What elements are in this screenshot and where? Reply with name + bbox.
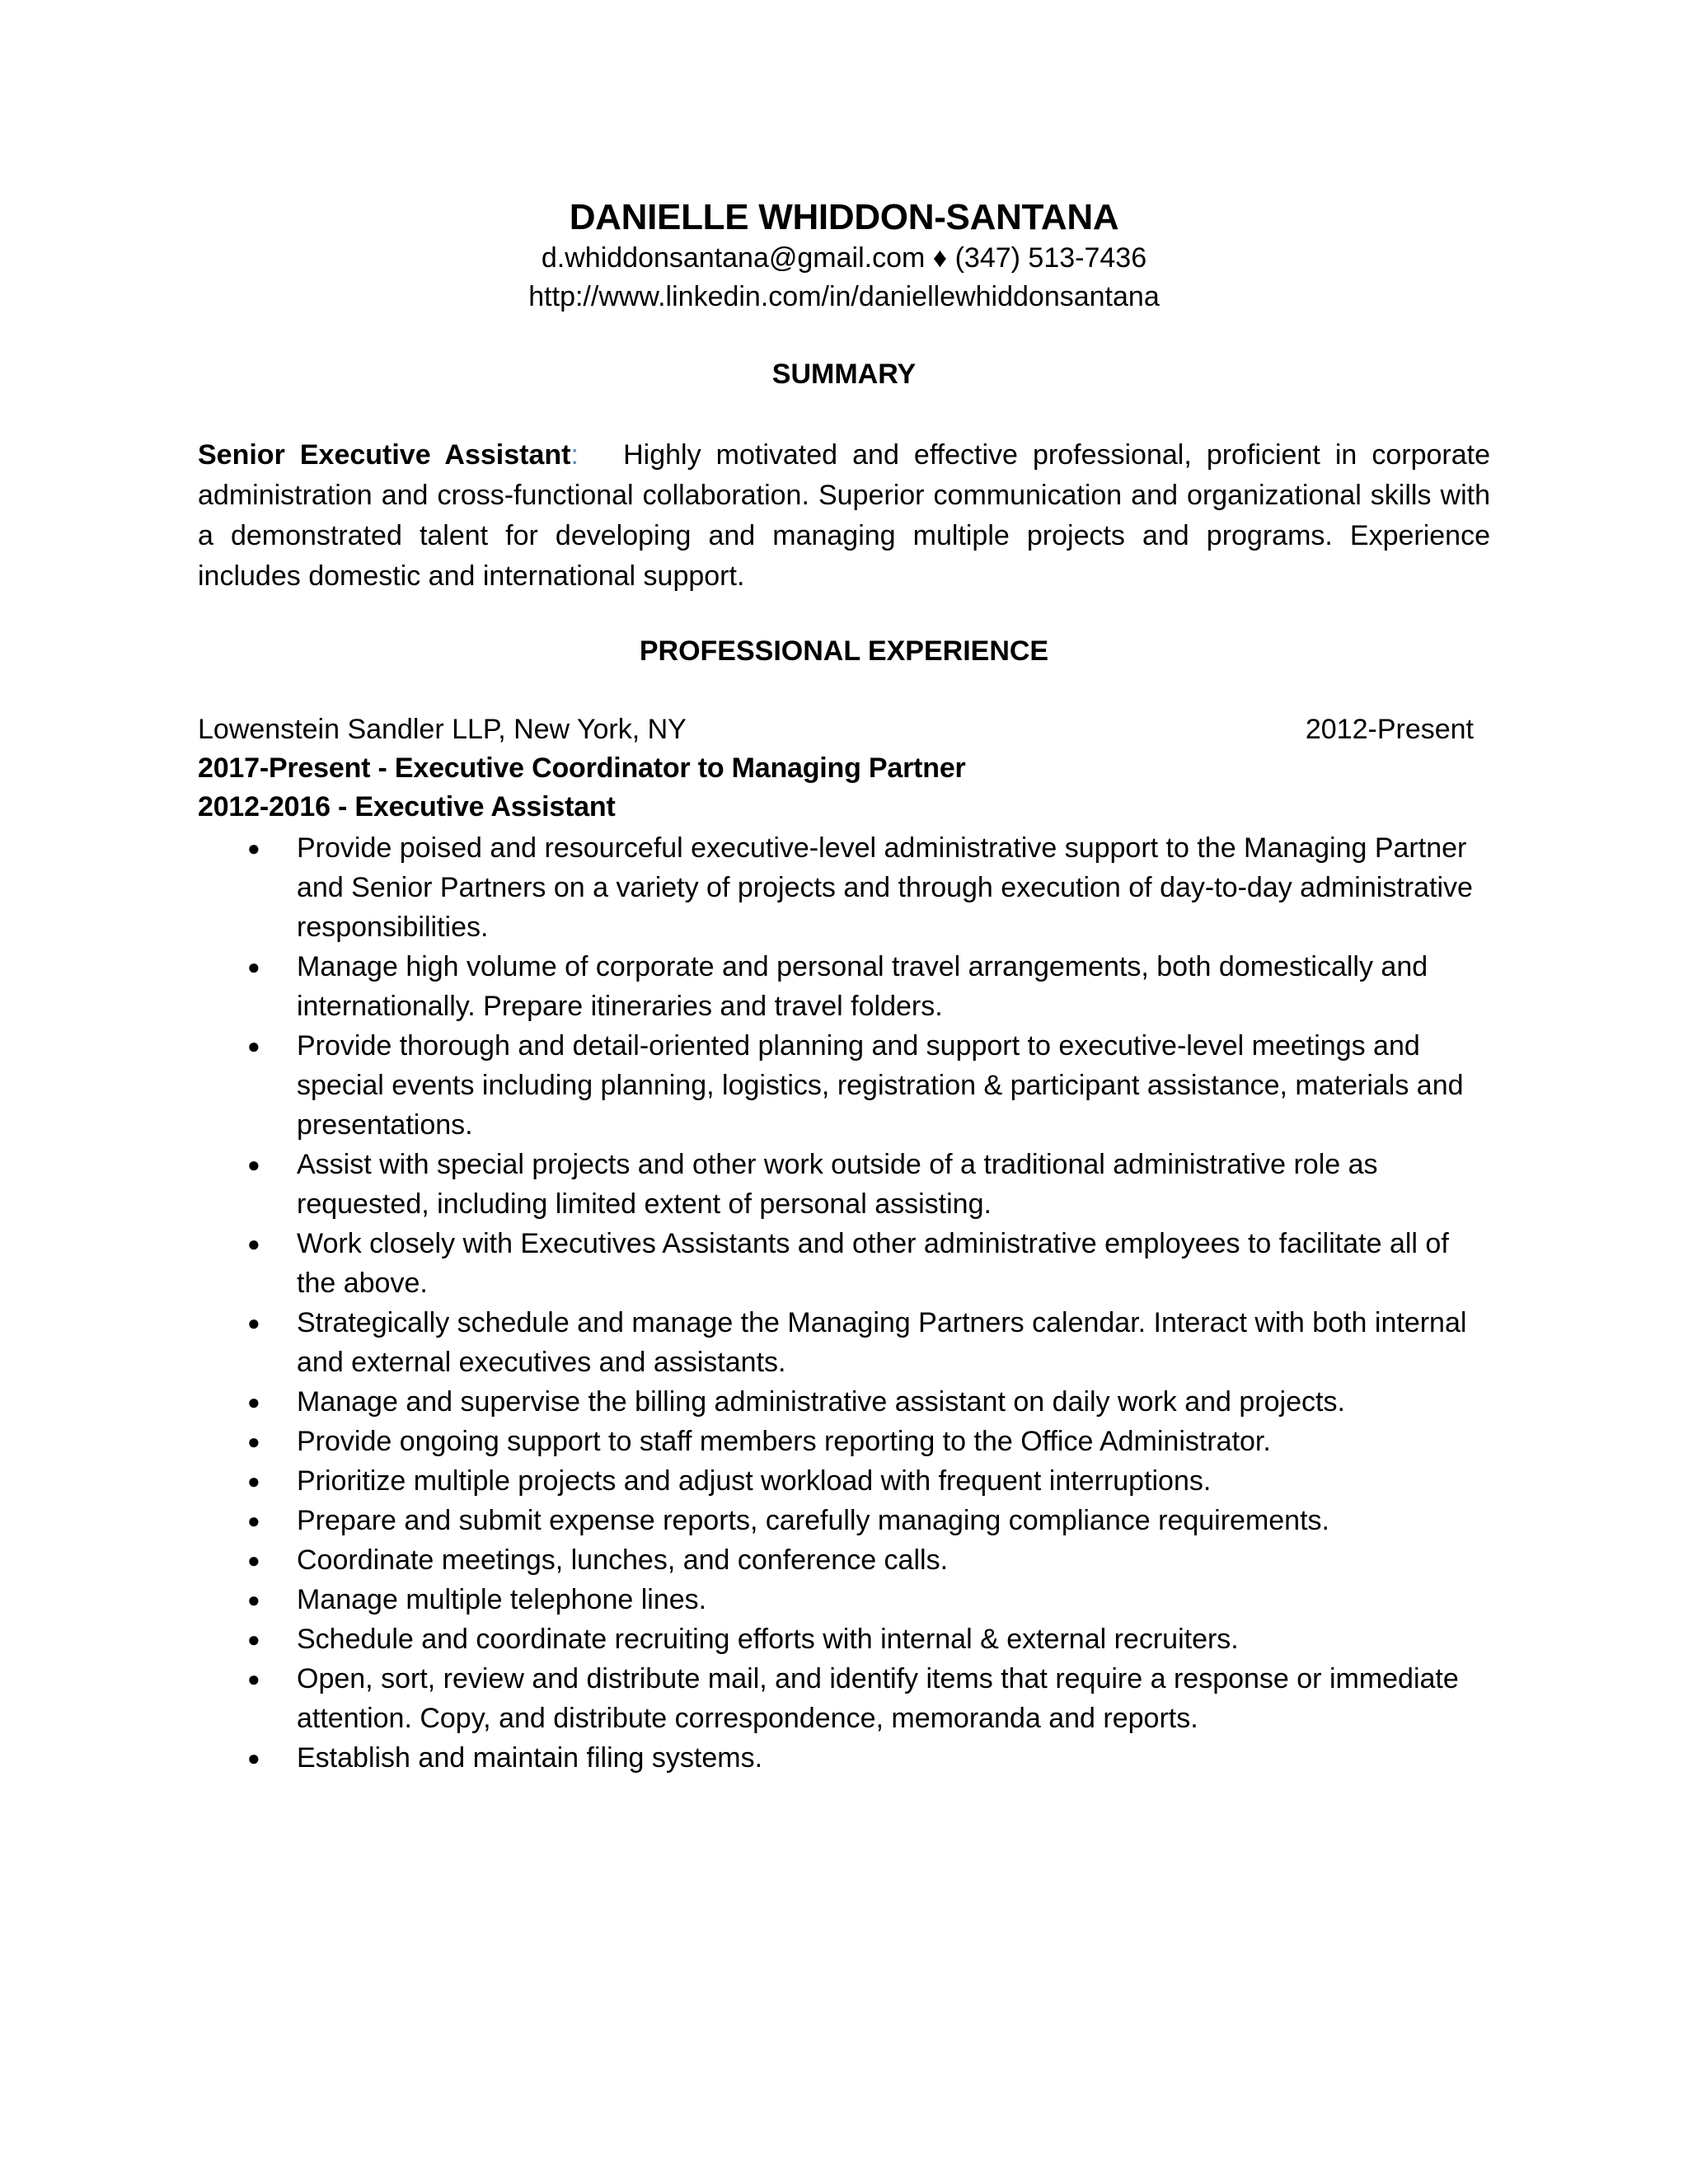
- list-item: [198, 1738, 1490, 1778]
- list-item-text: Manage and supervise the billing administrative assistant on daily work and projects.: [297, 1386, 1345, 1418]
- experience-heading: PROFESSIONAL EXPERIENCE: [639, 635, 1049, 667]
- employer: Lowenstein Sandler LLP, New York, NY: [198, 714, 687, 745]
- list-item: [198, 1224, 1490, 1303]
- job-dates: 2012-Present: [1305, 714, 1474, 745]
- contact-line: [198, 239, 1490, 278]
- diamond-separator: ♦: [932, 242, 948, 274]
- list-item-text: Manage high volume of corporate and personal travel arrangements, both domestically and internationally. Prepare itineraries and travel folders.: [297, 951, 1428, 1022]
- list-item-text: Provide poised and resourceful executive-level administrative support to the Managing Partner and Senior Partners on a variety of projects and through execution of day-to-day administrative responsibilities.: [297, 832, 1473, 943]
- summary-title: Senior Executive Assistant: [198, 439, 571, 471]
- list-item-text: Strategically schedule and manage the Managing Partners calendar. Interact with both internal and external executives and assistants.: [297, 1307, 1467, 1378]
- bullet-icon: ●: [247, 1469, 260, 1493]
- bullet-icon: ●: [247, 1746, 260, 1770]
- linkedin-link[interactable]: http://www.linkedin.com/in/daniellewhiddonsantana: [528, 281, 1160, 312]
- bullet-icon: ●: [247, 1231, 260, 1256]
- list-item-text: Establish and maintain filing systems.: [297, 1742, 763, 1774]
- list-item: [198, 1026, 1490, 1145]
- bullet-icon: ●: [247, 836, 260, 860]
- list-item: [198, 1540, 1490, 1580]
- list-item: [198, 947, 1490, 1026]
- list-item-text: Manage multiple telephone lines.: [297, 1584, 707, 1615]
- bullet-icon: ●: [247, 1152, 260, 1177]
- list-item-text: Provide thorough and detail-oriented planning and support to executive-level meetings and special events including planning, logistics, registration & participant assistance, materials and presentations.: [297, 1030, 1464, 1141]
- list-item: [198, 1659, 1490, 1738]
- list-item-text: Assist with special projects and other work outside of a traditional administrative role as requested, including limited extent of personal assisting.: [297, 1149, 1378, 1220]
- bullet-icon: ●: [247, 954, 260, 979]
- list-item: [198, 1580, 1490, 1619]
- bullet-icon: ●: [247, 1310, 260, 1335]
- list-item: [198, 1382, 1490, 1422]
- employer-row: [198, 710, 1490, 749]
- resume-page: [198, 0, 1490, 1778]
- list-item: [198, 1145, 1490, 1224]
- bullet-icon: ●: [247, 1429, 260, 1454]
- bullet-icon: ●: [247, 1627, 260, 1652]
- list-item: [198, 828, 1490, 947]
- role-title: 2017-Present - Executive Coordinator to Managing Partner: [198, 752, 966, 784]
- resume-header: [198, 0, 1490, 316]
- list-item: [198, 1501, 1490, 1540]
- list-item-text: Work closely with Executives Assistants and other administrative employees to facilitate all of the above.: [297, 1228, 1449, 1299]
- role-title: 2012-2016 - Executive Assistant: [198, 791, 616, 823]
- list-item: [198, 1619, 1490, 1659]
- responsibility-list: [198, 828, 1490, 1778]
- list-item-text: Coordinate meetings, lunches, and conference calls.: [297, 1544, 949, 1576]
- list-item: [198, 1461, 1490, 1501]
- list-item-text: Schedule and coordinate recruiting efforts with internal & external recruiters.: [297, 1624, 1239, 1655]
- phone-number: (347) 513-7436: [954, 242, 1147, 274]
- list-item-text: Prioritize multiple projects and adjust workload with frequent interruptions.: [297, 1465, 1212, 1497]
- list-item: [198, 1422, 1490, 1461]
- summary-paragraph: [198, 435, 1490, 597]
- list-item-text: Provide ongoing support to staff members reporting to the Office Administrator.: [297, 1426, 1271, 1457]
- bullet-icon: ●: [247, 1666, 260, 1691]
- bullet-icon: ●: [247, 1548, 260, 1572]
- job-entry: [198, 710, 1490, 1778]
- summary-heading: SUMMARY: [771, 359, 917, 390]
- list-item-text: Prepare and submit expense reports, carefully managing compliance requirements.: [297, 1505, 1329, 1536]
- bullet-icon: ●: [247, 1508, 260, 1533]
- candidate-name: DANIELLE WHIDDON-SANTANA: [569, 197, 1119, 237]
- email-link[interactable]: d.whiddonsantana@gmail.com: [541, 242, 926, 274]
- bullet-icon: ●: [247, 1587, 260, 1612]
- bullet-icon: ●: [247, 1390, 260, 1414]
- list-item: [198, 1303, 1490, 1382]
- summary-colon: :: [570, 439, 579, 471]
- list-item-text: Open, sort, review and distribute mail, and identify items that require a response or immediate attention. Copy, and distribute correspondence, memoranda and reports.: [297, 1663, 1459, 1734]
- bullet-icon: ●: [247, 1033, 260, 1058]
- summary-text: Highly motivated and effective professional, proficient in corporate administration and cross-functional collaboration. Superior communication and organizational skills with a demonstrated talent for developing and managing multiple projects and programs. Experience includes domestic and international support.: [198, 439, 1491, 592]
